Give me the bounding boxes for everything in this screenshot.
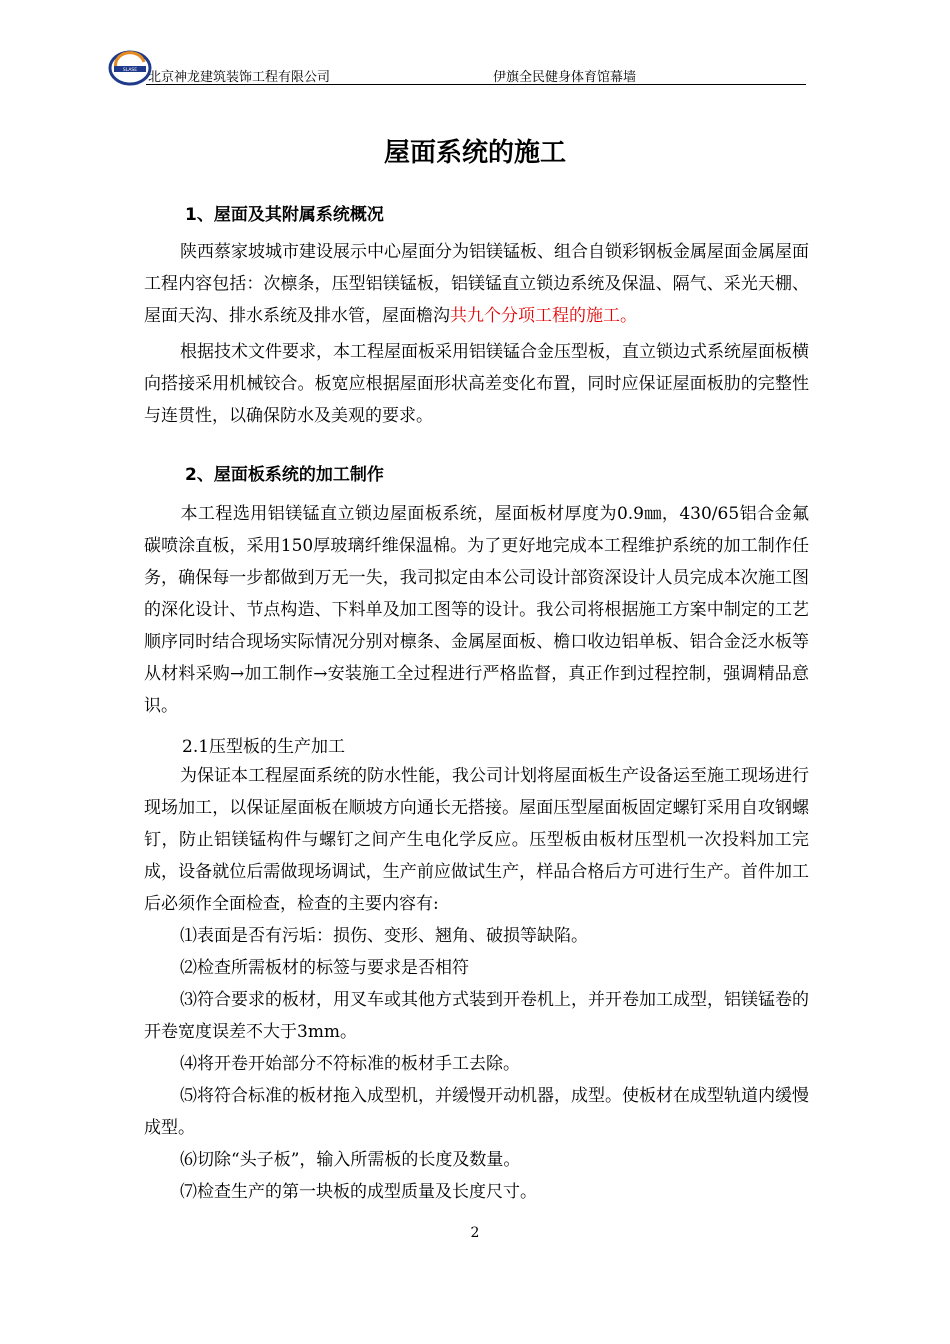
list-item <box>144 1144 809 1176</box>
section1-p1-text: 陕西蔡家坡城市建设展示中心屋面分为铝镁锰板、组合自锁彩钢板金属屋面金属屋面工程内容包括：次檩条，压型铝镁锰板，铝镁锰直立锁边系统及保温、隔气、采光天棚、屋面天沟、排水系统及排水管，屋面檐沟 <box>144 242 809 326</box>
list-item-text: ⑷将开卷开始部分不符标准的板材手工去除。 <box>180 1054 520 1074</box>
list-item <box>144 1048 809 1080</box>
logo-text: SLASE <box>122 68 138 73</box>
list-item-text: ⑺检查生产的第一块板的成型质量及长度尺寸。 <box>180 1182 537 1202</box>
page-number: 2 <box>470 1225 480 1241</box>
section2-paragraph2 <box>144 760 809 920</box>
list-item-text: ⑴表面是否有污垢：损伤、变形、翘角、破损等缺陷。 <box>180 926 588 946</box>
list-item <box>144 984 809 1048</box>
subsection-heading: 2.1压型板的生产加工 <box>182 737 346 757</box>
list-item <box>144 920 809 952</box>
header-rule <box>146 84 806 85</box>
section2-p2-text: 为保证本工程屋面系统的防水性能，我公司计划将屋面板生产设备运至施工现场进行现场加工，以保证屋面板在顺坡方向通长无搭接。屋面压型屋面板固定螺钉采用自攻钢螺钉，防止铝镁锰构件与螺钉之间产生电化学反应。压型板由板材压型机一次投料加工完成，设备就位后需做现场调试，生产前应做试生产，样品合格后方可进行生产。首件加工后必须作全面检查，检查的主要内容有: <box>144 766 809 914</box>
list-item <box>144 1080 809 1144</box>
section1-paragraph1 <box>144 236 809 332</box>
section1-heading: 1、屋面及其附属系统概况 <box>185 205 384 225</box>
company-logo-icon <box>108 50 152 86</box>
section2-paragraph1 <box>144 498 809 722</box>
list-item-text: ⑹切除“头子板”，输入所需板的长度及数量。 <box>180 1150 521 1170</box>
list-item <box>144 1176 809 1208</box>
list-item <box>144 952 809 984</box>
section1-p2-text: 根据技术文件要求，本工程屋面板采用铝镁锰合金压型板，直立锁边式系统屋面板横向搭接采用机械铰合。板宽应根据屋面形状高差变化布置，同时应保证屋面板肋的完整性与连贯性，以确保防水及美观的要求。 <box>144 342 809 426</box>
list-item-text: ⑶符合要求的板材，用叉车或其他方式装到开卷机上，并开卷加工成型，铝镁锰卷的开卷宽度误差不大于3mm。 <box>144 990 809 1042</box>
header-company: 北京神龙建筑装饰工程有限公司 <box>148 70 331 85</box>
page-title: 屋面系统的施工 <box>383 138 566 168</box>
list-item-text: ⑵检查所需板材的标签与要求是否相符 <box>180 958 469 978</box>
section2-p1-text: 本工程选用铝镁锰直立锁边屋面板系统，屋面板材厚度为0.9㎜，430/65铝合金氟碳喷涂直板，采用150厚玻璃纤维保温棉。为了更好地完成本工程维护系统的加工制作任务，确保每一步都做到万无一失，我司拟定由本公司设计部资深设计人员完成本次施工图的深化设计、节点构造、下料单及加工图等的设计。我公司将根据施工方案中制定的工艺顺序同时结合现场实际情况分别对檩条、金属屋面板、檐口收边铝单板、铝合金泛水板等从材料采购→加工制作→安装施工全过程进行严格监督，真正作到过程控制，强调精品意识。 <box>144 504 809 716</box>
header-project: 伊旗全民健身体育馆幕墙 <box>493 70 637 85</box>
section1-paragraph2 <box>144 336 809 432</box>
section1-p1-highlight: 共九个分项工程的施工。 <box>450 306 637 326</box>
page-header <box>108 50 808 86</box>
list-item-text: ⑸将符合标准的板材拖入成型机，并缓慢开动机器，成型。使板材在成型轨道内缓慢成型。 <box>144 1086 809 1138</box>
section2-heading: 2、屋面板系统的加工制作 <box>185 465 384 485</box>
